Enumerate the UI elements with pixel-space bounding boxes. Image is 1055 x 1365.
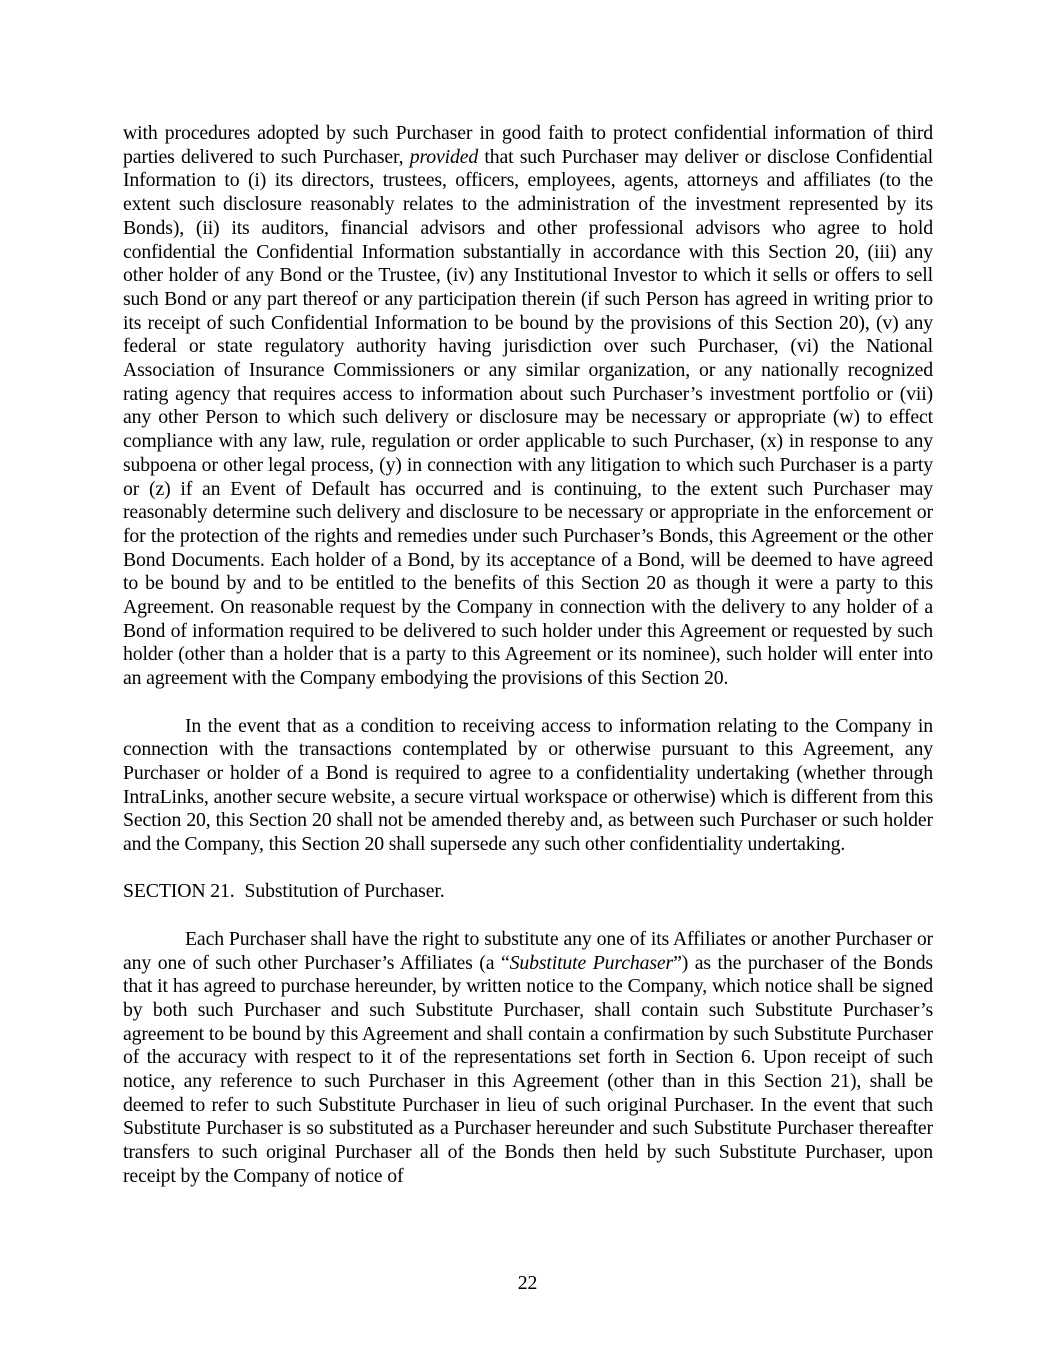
- italic-term-provided: provided: [409, 145, 479, 168]
- section-label: SECTION 21.: [123, 880, 235, 903]
- section-title: Substitution of Purchaser.: [244, 880, 445, 903]
- paragraph-text: ”) as the purchaser of the Bonds that it has agreed to purchase hereunder, by written notice to the Company, which notice shall be signed by both such Purchaser and such Substitute Purchaser, shall contain such Substitute Purchaser’s agreement to be bound by this Agreement and shall contain a confirmation by such Substitute Purchaser of the accuracy with respect to it of the representations set forth in Section 6. Upon receipt of such notice, any reference to such Purchaser in this Agreement (other than in this Section 21), shall be deemed to refer to such Substitute Purchaser in lieu of such original Purchaser. In the event that such Substitute Purchaser is so substituted as a Purchaser hereunder and such Substitute Purchaser thereafter transfers to such original Purchaser all of the Bonds then held by such Substitute Purchaser, upon receipt by the Company of notice of: [123, 951, 933, 1187]
- paragraph-text: that such Purchaser may deliver or disclose Confidential Information to (i) its directors, trustees, officers, employees, agents, attorneys and affiliates (to the extent such disclosure reasonably relates to the administration of the investment represented by its Bonds), (ii) its auditors, financial advisors and other professional advisors who agree to hold confidential the Confidential Information substantially in accordance with this Section 20, (iii) any other holder of any Bond or the Trustee, (iv) any Institutional Investor to which it sells or offers to sell such Bond or any part thereof or any participation therein (if such Person has agreed in writing prior to its receipt of such Confidential Information to be bound by the provisions of this Section 20), (v) any federal or state regulatory authority having jurisdiction over such Purchaser, (vi) the National Association of Insurance Commissioners or any similar organization, or any nationally recognized rating agency that requires access to information about such Purchaser’s investment portfolio or (vii) any other Person to which such delivery or disclosure may be necessary or appropriate (w) to effect compliance with any law, rule, regulation or order applicable to such Purchaser, (x) in response to any subpoena or other legal process, (y) in connection with any litigation to which such Purchaser is a party or (z) if an Event of Default has occurred and is continuing, to the extent such Purchaser may reasonably determine such delivery and disclosure to be necessary or appropriate in the enforcement or for the protection of the rights and remedies under such Purchaser’s Bonds, this Agreement or the other Bond Documents. Each holder of a Bond, by its acceptance of a Bond, will be deemed to have agreed to be bound by and to be entitled to the benefits of this Section 20 as though it were a party to this Agreement. On reasonable request by the Company in connection with the delivery to any holder of a Bond of information required to be delivered to such holder under this Agreement or requested by such holder (other than a holder that is a party to this Agreement or its nominee), such holder will enter into an agreement with the Company embodying the provisions of this Section 20.: [123, 145, 933, 690]
- section-heading: [123, 880, 933, 904]
- paragraph-substitution-of-purchaser: [123, 928, 933, 1189]
- paragraph-confidentiality-undertaking: In the event that as a condition to receiving access to information relating to the Company in connection with the transactions contemplated by or otherwise pursuant to this Agreement, any Purchaser or holder of a Bond is required to agree to a confidentiality undertaking (whether through IntraLinks, another secure website, a secure virtual workspace or otherwise) which is different from this Section 20, this Section 20 shall not be amended thereby and, as between such Purchaser or such holder and the Company, this Section 20 shall supersede any such other confidentiality undertaking.: [123, 714, 933, 856]
- paragraph-text: with procedures adopted by such Purchaser in good faith to protect confidential information of third parties delivered to such Purchaser,: [123, 122, 933, 168]
- paragraph-confidential-information: [123, 122, 933, 691]
- paragraph-text: Each Purchaser shall have the right to substitute any one of its Affiliates or another Purchaser or any one of such other Purchaser’s Affiliates (a “: [123, 927, 933, 974]
- page-number: 22: [517, 1272, 538, 1294]
- italic-term-substitute-purchaser: Substitute Purchaser: [509, 951, 674, 974]
- page-content: [123, 122, 933, 1212]
